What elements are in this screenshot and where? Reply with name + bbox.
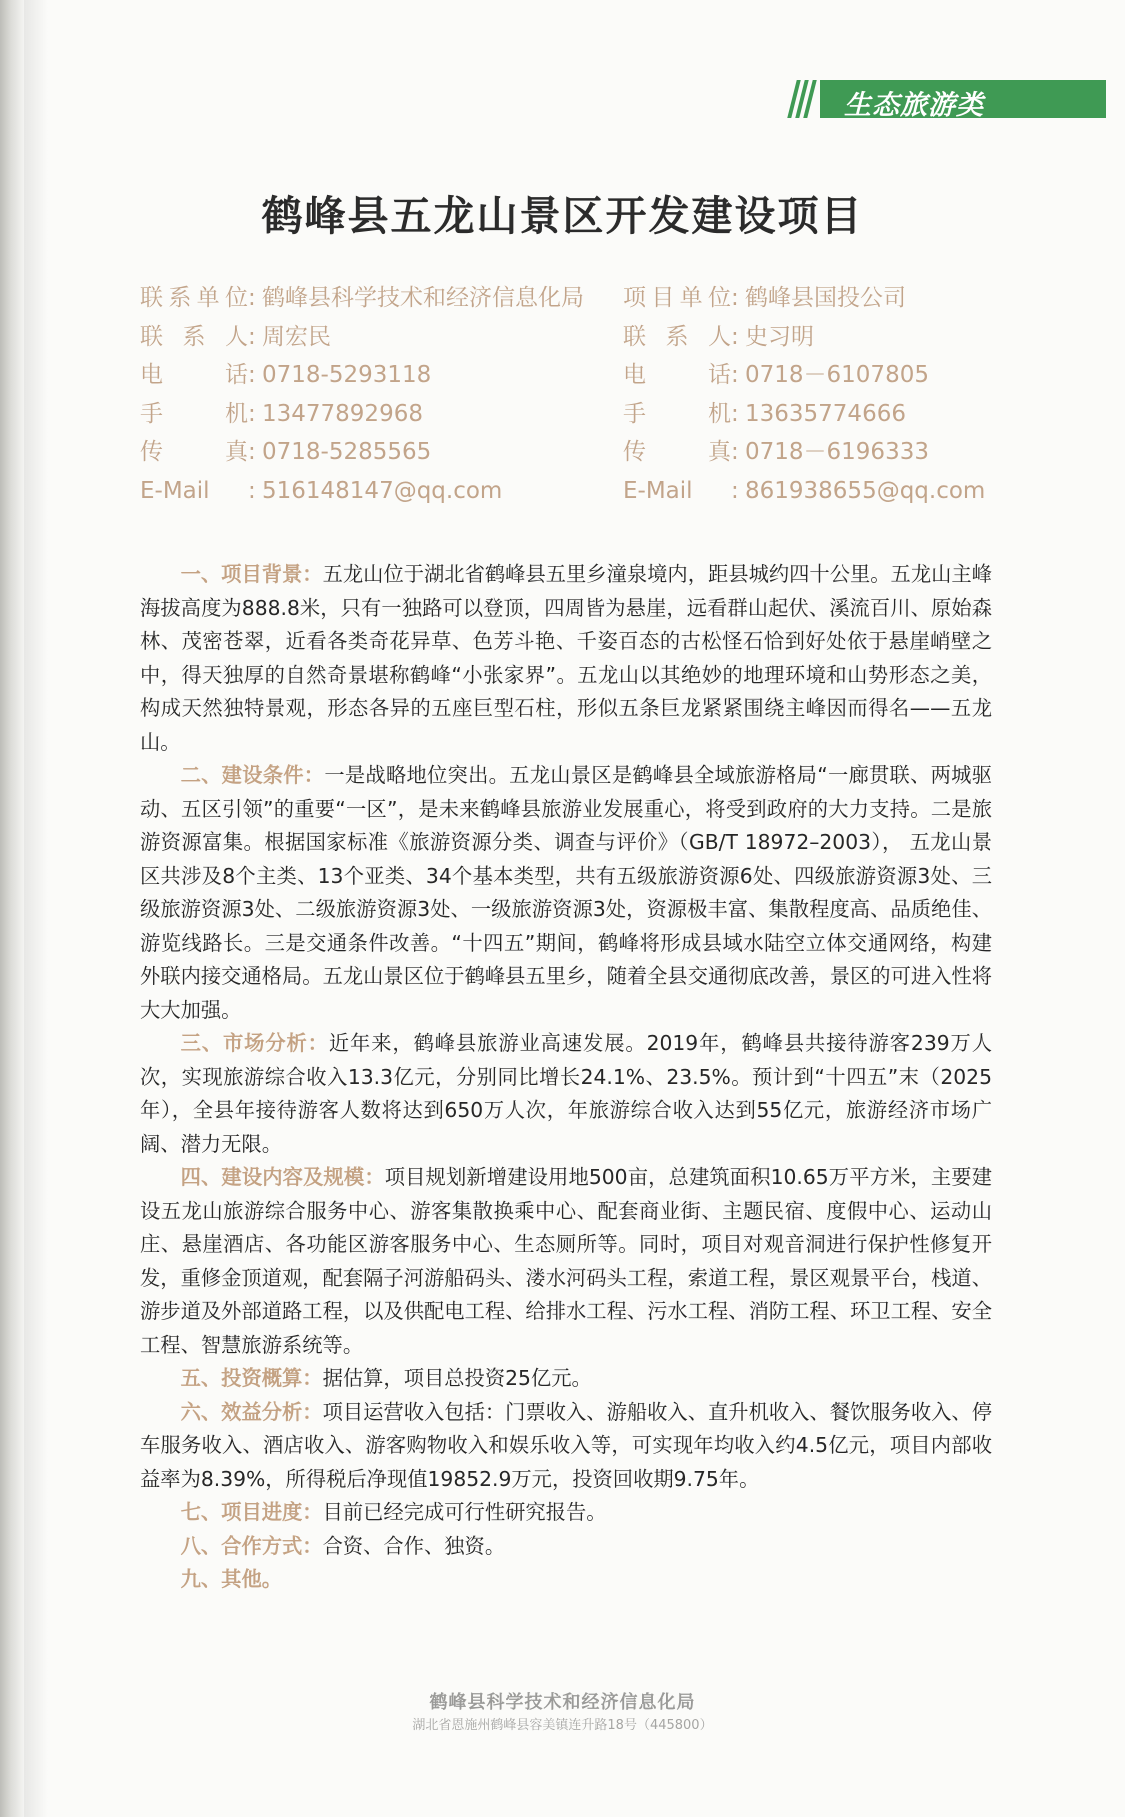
section-heading: 二、建设条件： [180,763,325,787]
contact-value: 鹤峰县科学技术和经济信息化局 [262,285,584,311]
contact-value: 0718-5285565 [262,439,432,466]
contact-row [623,433,985,472]
contact-value: 史习明 [745,323,814,350]
binding-shadow [24,0,48,1817]
contact-row [623,472,985,511]
contact-label: E-Mail [623,477,693,504]
contact-label: 项目单位 [623,285,731,311]
section-heading: 一、项目背景： [180,562,323,586]
contact-separator: : [248,362,256,389]
contact-label: E-Mail [140,477,210,504]
contact-value: 鹤峰县国投公司 [745,285,906,311]
contact-row [140,279,584,318]
contact-separator: : [731,362,739,389]
section-paragraph [140,1027,992,1161]
section-heading: 四、建设内容及规模： [180,1165,385,1189]
contact-separator: : [731,323,739,350]
banner-stripes [790,80,818,118]
section-heading: 五、投资概算： [180,1366,323,1390]
contact-separator: : [248,285,256,311]
section-text: 一是战略地位突出。五龙山景区是鹤峰县全域旅游格局“一廊贯联、两城驱动、五区引领”的重要“一区”，是未来鹤峰县旅游业发展重心，将受到政府的大力支持。二是旅游资源富集。根据国家标准《旅游资源分类、调查与评价》（GB/T 18972–2003）， 五龙山景区共涉及8个主类、13个亚类、34个基本类型，共有五级旅游资源6处、四级旅游资源3处、三级旅游资源3处、二级旅游资源3处、一级旅游资源3处，资源极丰富、集散程度高、品质绝佳、游览线路长。三是交通条件改善。“十四五”期间，鹤峰将形成县域水陆空立体交通网络，构建外联内接交通格局。五龙山景区位于鹤峰县五里乡，随着全县交通彻底改善，景区的可进入性将大大加强。 [140,763,992,1022]
contact-value: 13635774666 [745,400,906,427]
contact-value: 周宏民 [262,323,331,350]
contact-value: 861938655@qq.com [745,477,986,504]
section-paragraph [140,759,992,1027]
contact-separator: : [731,400,739,427]
section-text: 项目运营收入包括：门票收入、游船收入、直升机收入、餐饮服务收入、停车服务收入、酒店收入、游客购物收入和娱乐收入等，可实现年均收入约4.5亿元，项目内部收益率为8.39%，所得税后净现值19852.9万元，投资回收期9.75年。 [140,1399,992,1491]
contact-row [623,279,985,318]
contact-row [140,472,584,511]
contact-label: 传 真 [623,439,731,466]
contact-row [623,356,985,395]
contact-label: 电 话 [140,362,248,389]
section-text: 据估算，项目总投资25亿元。 [322,1366,592,1390]
contact-value: 0718-5293118 [262,362,432,389]
category-banner [790,80,1106,121]
section-text: 合资、合作、独资。 [322,1533,506,1558]
contact-separator: : [731,477,739,504]
contact-value: 516148147@qq.com [262,477,503,504]
section-paragraph [140,1563,992,1597]
contact-row [140,356,584,395]
contact-separator: : [248,439,256,466]
section-paragraph [140,1396,992,1497]
contact-separator: : [731,285,739,311]
page-binding [0,0,24,1817]
contact-value: 0718－6107805 [745,362,929,389]
contacts-left-column [140,279,584,511]
section-paragraph [140,1530,992,1564]
contact-separator: : [248,477,256,504]
page-title: 鹤峰县五龙山景区开发建设项目 [261,192,864,240]
section-text: 近年来，鹤峰县旅游业高速发展。2019年，鹤峰县共接待游客239万人次，实现旅游综合收入13.3亿元，分别同比增长24.1%、23.5%。预计到“十四五”末（2025年），全县年接待游客人数将达到650万人次，年旅游综合收入达到55亿元，旅游经济市场广阔、潜力无限。 [140,1031,992,1156]
contact-label: 联系单位 [140,285,248,311]
category-tag: 生态旅游类 [844,90,984,121]
section-heading: 七、项目进度： [180,1500,323,1524]
contact-label: 手 机 [623,400,731,427]
contact-row [623,318,985,357]
contact-row [140,395,584,434]
contact-row [623,395,985,434]
section-paragraph [140,1496,992,1530]
contacts-right-column [623,279,985,511]
section-heading: 九、其他。 [180,1567,283,1591]
section-heading: 八、合作方式： [180,1533,323,1558]
contact-label: 联 系 人 [140,323,248,350]
section-text: 目前已经完成可行性研究报告。 [322,1500,607,1524]
section-text: 项目规划新增建设用地500亩，总建筑面积10.65万平方米，主要建设五龙山旅游综合服务中心、游客集散换乘中心、配套商业街、主题民宿、度假中心、运动山庄、悬崖酒店、各功能区游客服务中心、生态厕所等。同时，项目对观音洞进行保护性修复开发，重修金顶道观，配套隔子河游船码头、溇水河码头工程，索道工程，景区观景平台，栈道、游步道及外部道路工程，以及供配电工程、给排水工程、污水工程、消防工程、环卫工程、安全工程、智慧旅游系统等。 [140,1165,992,1357]
contact-separator: : [248,400,256,427]
project-body [140,558,992,1597]
section-heading: 六、效益分析： [180,1399,323,1424]
section-paragraph [140,558,992,759]
contact-label: 传 真 [140,439,248,466]
contact-separator: : [731,439,739,466]
section-paragraph [140,1362,992,1396]
footer-organization: 鹤峰县科学技术和经济信息化局 [429,1692,696,1713]
contact-label: 联 系 人 [623,323,731,350]
contact-value: 0718－6196333 [745,439,929,466]
contact-row [140,433,584,472]
contact-value: 13477892968 [262,400,423,427]
contact-separator: : [248,323,256,350]
contact-label: 手 机 [140,400,248,427]
contact-row [140,318,584,357]
contact-label: 电 话 [623,362,731,389]
section-text: 五龙山位于湖北省鹤峰县五里乡潼泉境内，距县城约四十公里。五龙山主峰海拔高度为888.8米，只有一独路可以登顶，四周皆为悬崖，远看群山起伏、溪流百川、原始森林、茂密苍翠，近看各类奇花异草、色芳斗艳、千姿百态的古松怪石恰到好处依于悬崖峭壁之中，得天独厚的自然奇景堪称鹤峰“小张家界”。五龙山以其绝妙的地理环境和山势形态之美，构成天然独特景观，形态各异的五座巨型石柱，形似五条巨龙紧紧围绕主峰因而得名——五龙山。 [140,562,992,754]
section-heading: 三、市场分析： [180,1031,329,1055]
footer-address: 湖北省恩施州鹤峰县容美镇连升路18号（445800） [412,1718,713,1733]
section-paragraph [140,1161,992,1362]
